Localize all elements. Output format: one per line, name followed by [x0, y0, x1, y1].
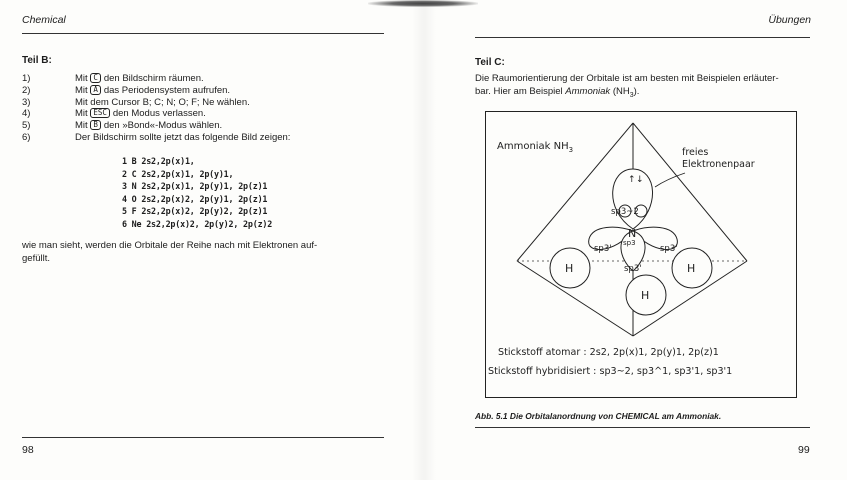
- screen-output-line: 3 N 2s2,2p(x)1, 2p(y)1, 2p(z)1: [122, 181, 268, 191]
- header-rule-right: [475, 37, 810, 38]
- step-number: 3): [22, 96, 31, 108]
- screen-output-line: 2 C 2s2,2p(x)1, 2p(y)1,: [122, 168, 234, 179]
- orbital-label-right: sp3': [660, 244, 678, 254]
- hydrogen-label-right: H: [687, 262, 696, 275]
- step-description: Mit dem Cursor B; C; N; O; F; Ne wählen.: [75, 96, 250, 108]
- intro-line-2-subscript: 3: [629, 91, 634, 99]
- screen-output-line: 4 O 2s2,2p(x)2, 2p(y)1, 2p(z)1: [122, 193, 268, 204]
- step-text: [75, 108, 206, 120]
- running-head-left: Chemical: [22, 14, 66, 26]
- screen-output-line: 1 B 2s2,2p(x)1,: [122, 156, 195, 166]
- figure-caption: Abb. 5.1 Die Orbitalanordnung von CHEMICAL am Ammoniak.: [475, 411, 722, 421]
- keyboard-key-icon: B: [90, 120, 101, 130]
- step-prefix: Mit: [75, 120, 88, 132]
- nitrogen-atomic-config: Stickstoff atomar : 2s2, 2p(x)1, 2p(y)1, 2p(z)1: [498, 347, 719, 358]
- page-number-left: 98: [22, 444, 34, 456]
- header-rule-left: [22, 33, 384, 34]
- orbital-label-left: sp3': [594, 244, 612, 254]
- intro-line-2-post: ).: [633, 85, 640, 97]
- step-prefix: Mit: [75, 84, 88, 96]
- step-prefix: Mit: [75, 108, 88, 120]
- left-page: [0, 0, 423, 480]
- screen-output-listing: [122, 155, 272, 230]
- intro-line-2-pre: bar. Hier am Beispiel: [475, 85, 566, 97]
- orbital-label-top: sp3~2: [611, 207, 639, 217]
- figure-title: Ammoniak $NH_3$: [497, 141, 574, 154]
- screen-output-line: 5 F 2s2,2p(x)2, 2p(y)2, 2p(z)1: [122, 206, 268, 216]
- step-text: [75, 97, 250, 109]
- step-text: [75, 132, 290, 144]
- hydrogen-label-left: H: [565, 262, 574, 275]
- step-description: das Periodensystem aufrufen.: [103, 84, 231, 96]
- step-description: den Bildschirm räumen.: [103, 73, 204, 84]
- step-description: Der Bildschirm sollte jetzt das folgende Bild zeigen:: [75, 131, 291, 143]
- section-title-teil-c: Teil C:: [475, 57, 505, 68]
- lone-pair-label-2: Elektronenpaar: [682, 159, 755, 170]
- step-number: 5): [22, 120, 31, 132]
- ammonia-orbital-figure: [485, 111, 797, 398]
- orbital-label-center-small: sp3: [623, 239, 636, 247]
- nitrogen-hybrid-config: Stickstoff hybridisiert : sp3~2, sp3^1, sp3'1, sp3'1: [488, 366, 733, 377]
- footer-rule-left: [22, 437, 384, 438]
- conclusion-line-1: wie man sieht, werden die Orbitale der Reihe nach mit Elektronen auf-: [22, 240, 318, 251]
- conclusion-paragraph: [22, 240, 392, 265]
- step-number: 1): [22, 73, 31, 84]
- screen-output-line: 6 Ne 2s2,2p(x)2, 2p(y)2, 2p(z)2: [122, 218, 273, 229]
- step-description: den Modus verlassen.: [112, 108, 206, 120]
- step-description: den »Bond«-Modus wählen.: [103, 120, 223, 132]
- conclusion-line-2: gefüllt.: [22, 252, 50, 264]
- intro-line-2-emphasis: Ammoniak: [565, 85, 611, 97]
- running-head-right: Übungen: [768, 14, 811, 26]
- lone-pair-label-1: freies: [682, 147, 709, 158]
- step-prefix: Mit: [75, 73, 88, 84]
- intro-paragraph: [475, 73, 820, 102]
- electron-arrow-down: ↓: [636, 175, 644, 185]
- orbital-label-bottom: sp3': [624, 264, 642, 274]
- intro-line-2: [475, 86, 820, 102]
- center-atom-n: N: [628, 227, 637, 240]
- intro-line-1: Die Raumorientierung der Orbitale ist am besten mit Beispielen erläuter-: [475, 73, 779, 84]
- hydrogen-label-bottom: H: [641, 289, 650, 302]
- intro-line-2-formula: (NH: [612, 85, 630, 97]
- step-text: [75, 73, 204, 85]
- footer-rule-right: [475, 427, 810, 428]
- step-text: [75, 120, 222, 132]
- section-title-teil-b: Teil B:: [22, 55, 52, 66]
- keyboard-key-icon: C: [90, 73, 101, 83]
- step-number: 2): [22, 84, 31, 96]
- keyboard-key-icon: ESC: [90, 108, 110, 118]
- electron-arrow-up: ↑: [628, 175, 636, 185]
- keyboard-key-icon: A: [90, 85, 101, 95]
- step-text: [75, 85, 230, 97]
- step-number: 6): [22, 131, 31, 143]
- step-number: 4): [22, 108, 31, 120]
- page-number-right: 99: [798, 444, 810, 456]
